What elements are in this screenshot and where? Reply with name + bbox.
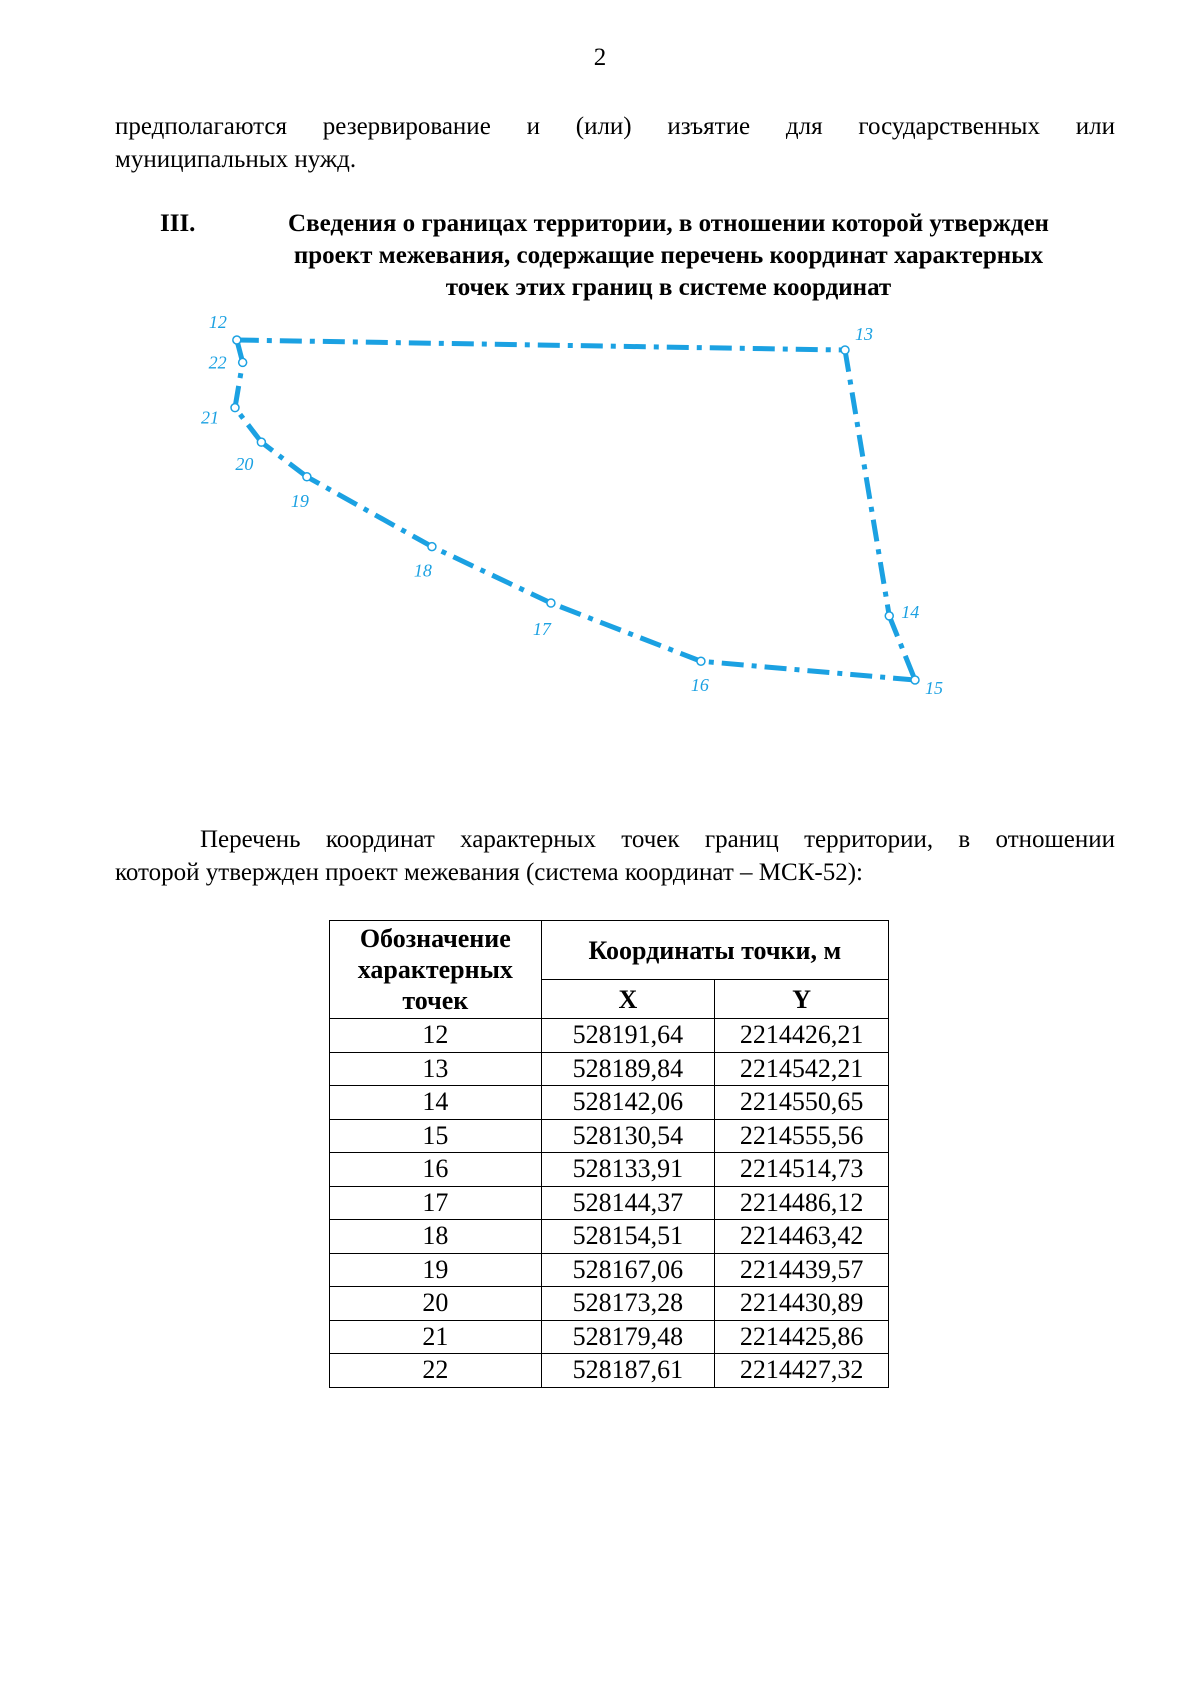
table-row xyxy=(330,1253,889,1287)
cell-x: 528179,48 xyxy=(541,1320,715,1354)
header-point-designation: Обозначение характерных точек xyxy=(330,921,542,1019)
cell-point: 18 xyxy=(330,1220,542,1254)
intro-line-1: предполагаются резервирование и (или) изъятие для государственных или xyxy=(115,113,1115,140)
cell-x: 528154,51 xyxy=(541,1220,715,1254)
header-x: X xyxy=(541,980,715,1019)
boundary-point-marker xyxy=(257,438,265,446)
cell-point: 19 xyxy=(330,1253,542,1287)
boundary-point-label: 18 xyxy=(413,560,432,581)
boundary-point-marker xyxy=(697,657,705,665)
list-intro-line-2: которой утвержден проект межевания (система координат – МСК-52): xyxy=(115,859,863,886)
cell-y: 2214430,89 xyxy=(715,1287,889,1321)
boundary-segment xyxy=(235,408,261,443)
cell-point: 14 xyxy=(330,1086,542,1120)
boundary-segment xyxy=(237,340,845,350)
cell-point: 16 xyxy=(330,1153,542,1187)
boundary-point-label: 14 xyxy=(901,601,920,622)
boundary-point-label: 12 xyxy=(208,312,227,332)
cell-point: 13 xyxy=(330,1052,542,1086)
boundary-segment xyxy=(551,603,701,661)
cell-x: 528167,06 xyxy=(541,1253,715,1287)
coordinate-list-intro xyxy=(115,823,1115,889)
cell-y: 2214514,73 xyxy=(715,1153,889,1187)
boundary-segment xyxy=(261,442,307,477)
header-coordinates: Координаты точки, м xyxy=(541,921,888,980)
boundary-segment xyxy=(307,477,432,547)
boundary-segment xyxy=(889,616,915,680)
coordinates-table xyxy=(329,920,889,1388)
boundary-segment xyxy=(432,547,551,603)
table-row xyxy=(330,1220,889,1254)
boundary-point-label: 19 xyxy=(290,490,309,511)
cell-point: 12 xyxy=(330,1019,542,1053)
list-intro-line-1: Перечень координат характерных точек границ территории, в отношении xyxy=(200,826,1115,853)
boundary-point-label: 22 xyxy=(208,352,227,373)
section-title-line-2: проект межевания, содержащие перечень координат характерных xyxy=(293,242,1044,269)
header-y: Y xyxy=(715,980,889,1019)
cell-x: 528187,61 xyxy=(541,1354,715,1388)
boundary-segment xyxy=(845,350,889,616)
cell-y: 2214555,56 xyxy=(715,1119,889,1153)
cell-x: 528133,91 xyxy=(541,1153,715,1187)
table-row xyxy=(330,1019,889,1053)
cell-point: 22 xyxy=(330,1354,542,1388)
table-row xyxy=(330,1086,889,1120)
boundary-point-label: 17 xyxy=(532,619,551,640)
cell-x: 528130,54 xyxy=(541,1119,715,1153)
boundary-point-marker xyxy=(841,346,849,354)
boundary-point-marker xyxy=(547,599,555,607)
table-row xyxy=(330,1153,889,1187)
boundary-point-label: 13 xyxy=(855,324,874,345)
cell-y: 2214427,32 xyxy=(715,1354,889,1388)
cell-y: 2214426,21 xyxy=(715,1019,889,1053)
cell-y: 2214463,42 xyxy=(715,1220,889,1254)
cell-y: 2214439,57 xyxy=(715,1253,889,1287)
boundary-point-marker xyxy=(231,404,239,412)
cell-point: 21 xyxy=(330,1320,542,1354)
table-row xyxy=(330,1287,889,1321)
cell-y: 2214425,86 xyxy=(715,1320,889,1354)
boundary-segment xyxy=(235,362,243,407)
cell-x: 528189,84 xyxy=(541,1052,715,1086)
boundary-point-label: 15 xyxy=(925,678,943,698)
cell-x: 528144,37 xyxy=(541,1186,715,1220)
section-number: III. xyxy=(160,210,196,237)
page-number: 2 xyxy=(593,44,607,71)
boundary-segment xyxy=(701,661,915,680)
table-row xyxy=(330,1186,889,1220)
cell-y: 2214550,65 xyxy=(715,1086,889,1120)
cell-point: 15 xyxy=(330,1119,542,1153)
section-title-line-1: Сведения о границах территории, в отношении которой утвержден xyxy=(288,210,1049,237)
table-row xyxy=(330,1354,889,1388)
cell-y: 2214542,21 xyxy=(715,1052,889,1086)
intro-paragraph xyxy=(115,110,1115,176)
table-row xyxy=(330,1052,889,1086)
boundary-point-label: 21 xyxy=(201,407,219,428)
boundary-point-marker xyxy=(885,612,893,620)
boundary-point-label: 20 xyxy=(235,454,254,475)
intro-line-2: муниципальных нужд. xyxy=(115,146,357,173)
cell-x: 528191,64 xyxy=(541,1019,715,1053)
section-heading xyxy=(160,208,1105,304)
boundary-point-marker xyxy=(428,543,436,551)
cell-x: 528173,28 xyxy=(541,1287,715,1321)
boundary-point-marker xyxy=(239,358,247,366)
cell-y: 2214486,12 xyxy=(715,1186,889,1220)
section-title-line-3: точек этих границ в системе координат xyxy=(445,274,892,301)
boundary-scheme xyxy=(180,312,1040,750)
boundary-point-label: 16 xyxy=(690,675,709,696)
boundary-point-marker xyxy=(911,676,919,684)
cell-x: 528142,06 xyxy=(541,1086,715,1120)
boundary-point-marker xyxy=(233,336,241,344)
table-row xyxy=(330,1119,889,1153)
table-row xyxy=(330,1320,889,1354)
cell-point: 20 xyxy=(330,1287,542,1321)
boundary-point-marker xyxy=(303,473,311,481)
cell-point: 17 xyxy=(330,1186,542,1220)
